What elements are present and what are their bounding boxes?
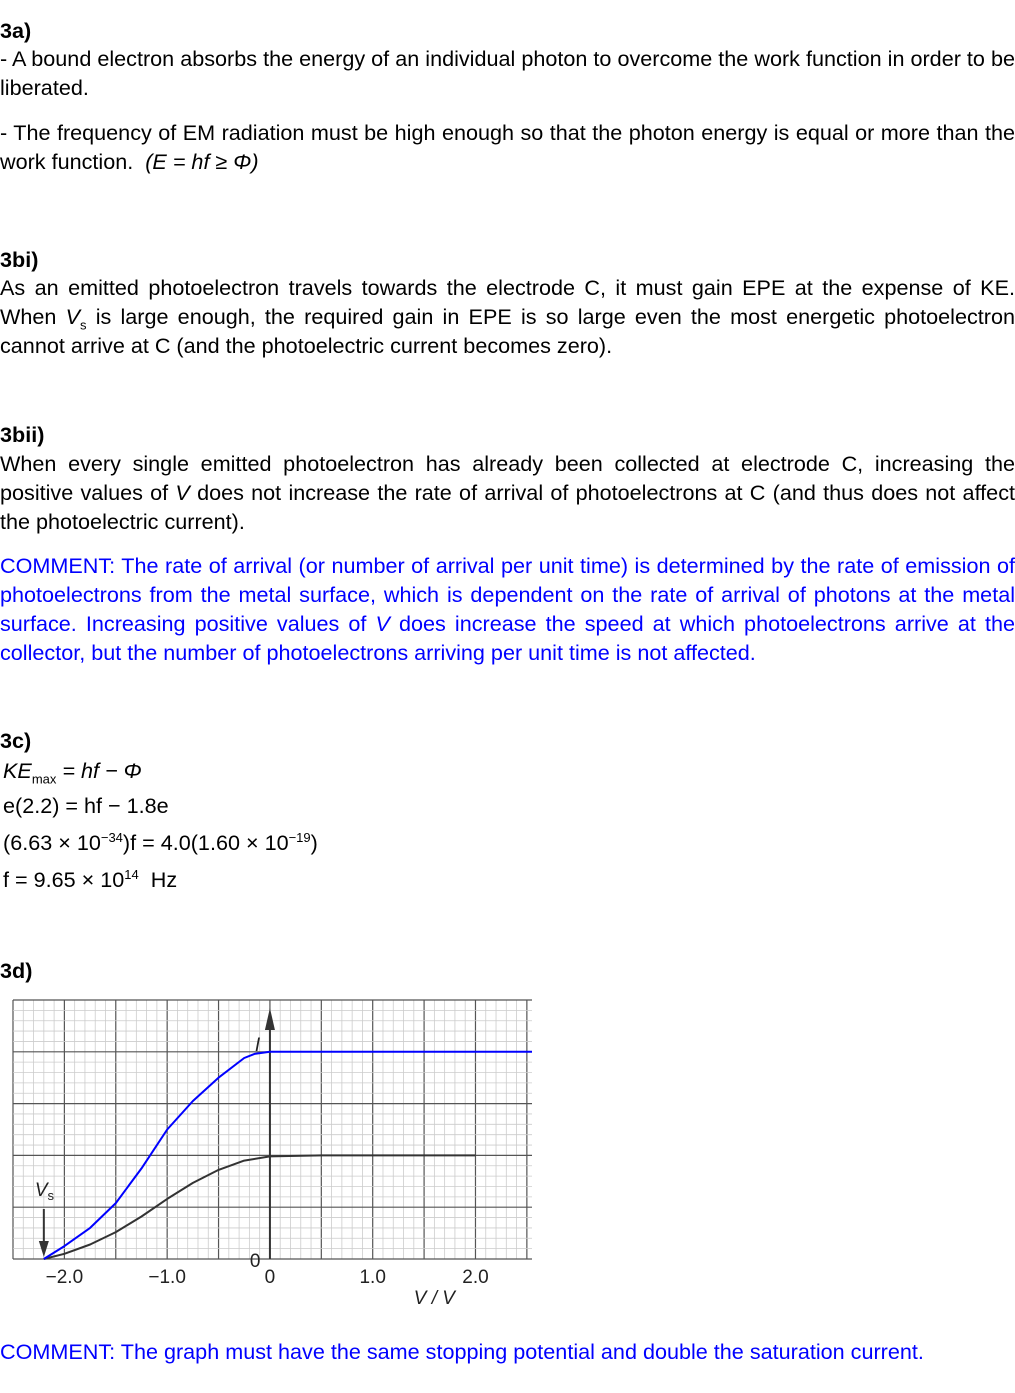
text: COMMENT: The rate of arrival (or number of arrival per unit time) is determined by the rate of emission of photoelectrons from the metal surface, which is dependent on the rate of arrival of photons at the metal surface. Increasing positive values of	[0, 553, 1015, 636]
answer-3a-text1: - A bound electron absorbs the energy of an individual photon to overcome the work function in order to be liberated.	[0, 46, 1015, 100]
x-tick-label: 2.0	[462, 1267, 489, 1288]
answer-3a-point2	[0, 118, 1015, 176]
heading-3bii: 3bii)	[0, 422, 45, 447]
heading-3a: 3a)	[0, 18, 32, 43]
t: −34	[100, 829, 123, 845]
t: 14	[124, 866, 139, 882]
comment-3d: COMMENT: The graph must have the same stopping potential and double the saturation current.	[0, 1339, 924, 1364]
equation-1	[3, 756, 142, 785]
equation-4	[3, 865, 177, 894]
iv-graph	[0, 990, 560, 1320]
equation-2: e(2.2) = hf − 1.8e	[3, 793, 169, 818]
y-axis-label: I	[254, 1034, 261, 1056]
t: )	[310, 830, 318, 855]
y-origin-label: 0	[249, 1251, 261, 1272]
heading-3c: 3c)	[0, 728, 32, 753]
comment-3bii	[0, 551, 1015, 667]
text: does increase the speed at which photoelectrons arrive at the collector, but the number of photoelectrons arriving per unit time is not affected.	[0, 611, 1015, 665]
heading-3d: 3d)	[0, 958, 33, 983]
t: KE	[3, 758, 32, 783]
x-tick-label: −2.0	[45, 1267, 84, 1288]
text: When every single emitted photoelectron has already been collected at electrode C, increasing the positive values of	[0, 451, 1015, 505]
stopping-potential-label	[35, 1180, 55, 1203]
answer-3a-text2: - The frequency of EM radiation must be high enough so that the photon energy is equal or more than the work function.	[0, 120, 1015, 174]
var: V	[175, 480, 190, 505]
photon-energy-formula: (E = hf ≥ Φ)	[145, 149, 259, 174]
t: (6.63 × 10	[3, 830, 101, 855]
x-tick-label: 0	[264, 1267, 276, 1288]
t: f = 9.65 × 10	[3, 867, 125, 892]
text: is large enough, the required gain in EPE is so large even the most energetic photoelectron cannot arrive at C (and the photoelectric current becomes zero).	[0, 304, 1015, 358]
sub: s	[80, 317, 87, 333]
answer-3bii	[0, 449, 1015, 536]
equation-3	[3, 828, 318, 857]
t: = hf − Φ	[56, 758, 142, 783]
x-tick-label: −1.0	[148, 1267, 186, 1288]
text: does not increase the rate of arrival of photoelectrons at C (and thus does not affect the photoelectric current).	[0, 480, 1015, 534]
x-tick-label: 1.0	[359, 1267, 386, 1288]
heading-3bi: 3bi)	[0, 247, 39, 272]
var: V	[65, 304, 81, 329]
answer-3a-point1	[0, 44, 1015, 102]
text: As an emitted photoelectron travels towards the electrode C, it must gain EPE at the expense of KE. When	[0, 275, 1015, 329]
answer-3bi	[0, 273, 1015, 360]
y-axis-arrow-icon	[265, 1008, 275, 1030]
t: −19	[288, 829, 311, 845]
t: )f = 4.0(1.60 × 10	[122, 830, 289, 855]
x-axis-label: V / V	[413, 1288, 455, 1309]
t: Hz	[138, 867, 178, 892]
var: V	[375, 611, 390, 636]
t: max	[31, 771, 57, 787]
t: V	[34, 1180, 48, 1201]
t: s	[47, 1188, 55, 1203]
